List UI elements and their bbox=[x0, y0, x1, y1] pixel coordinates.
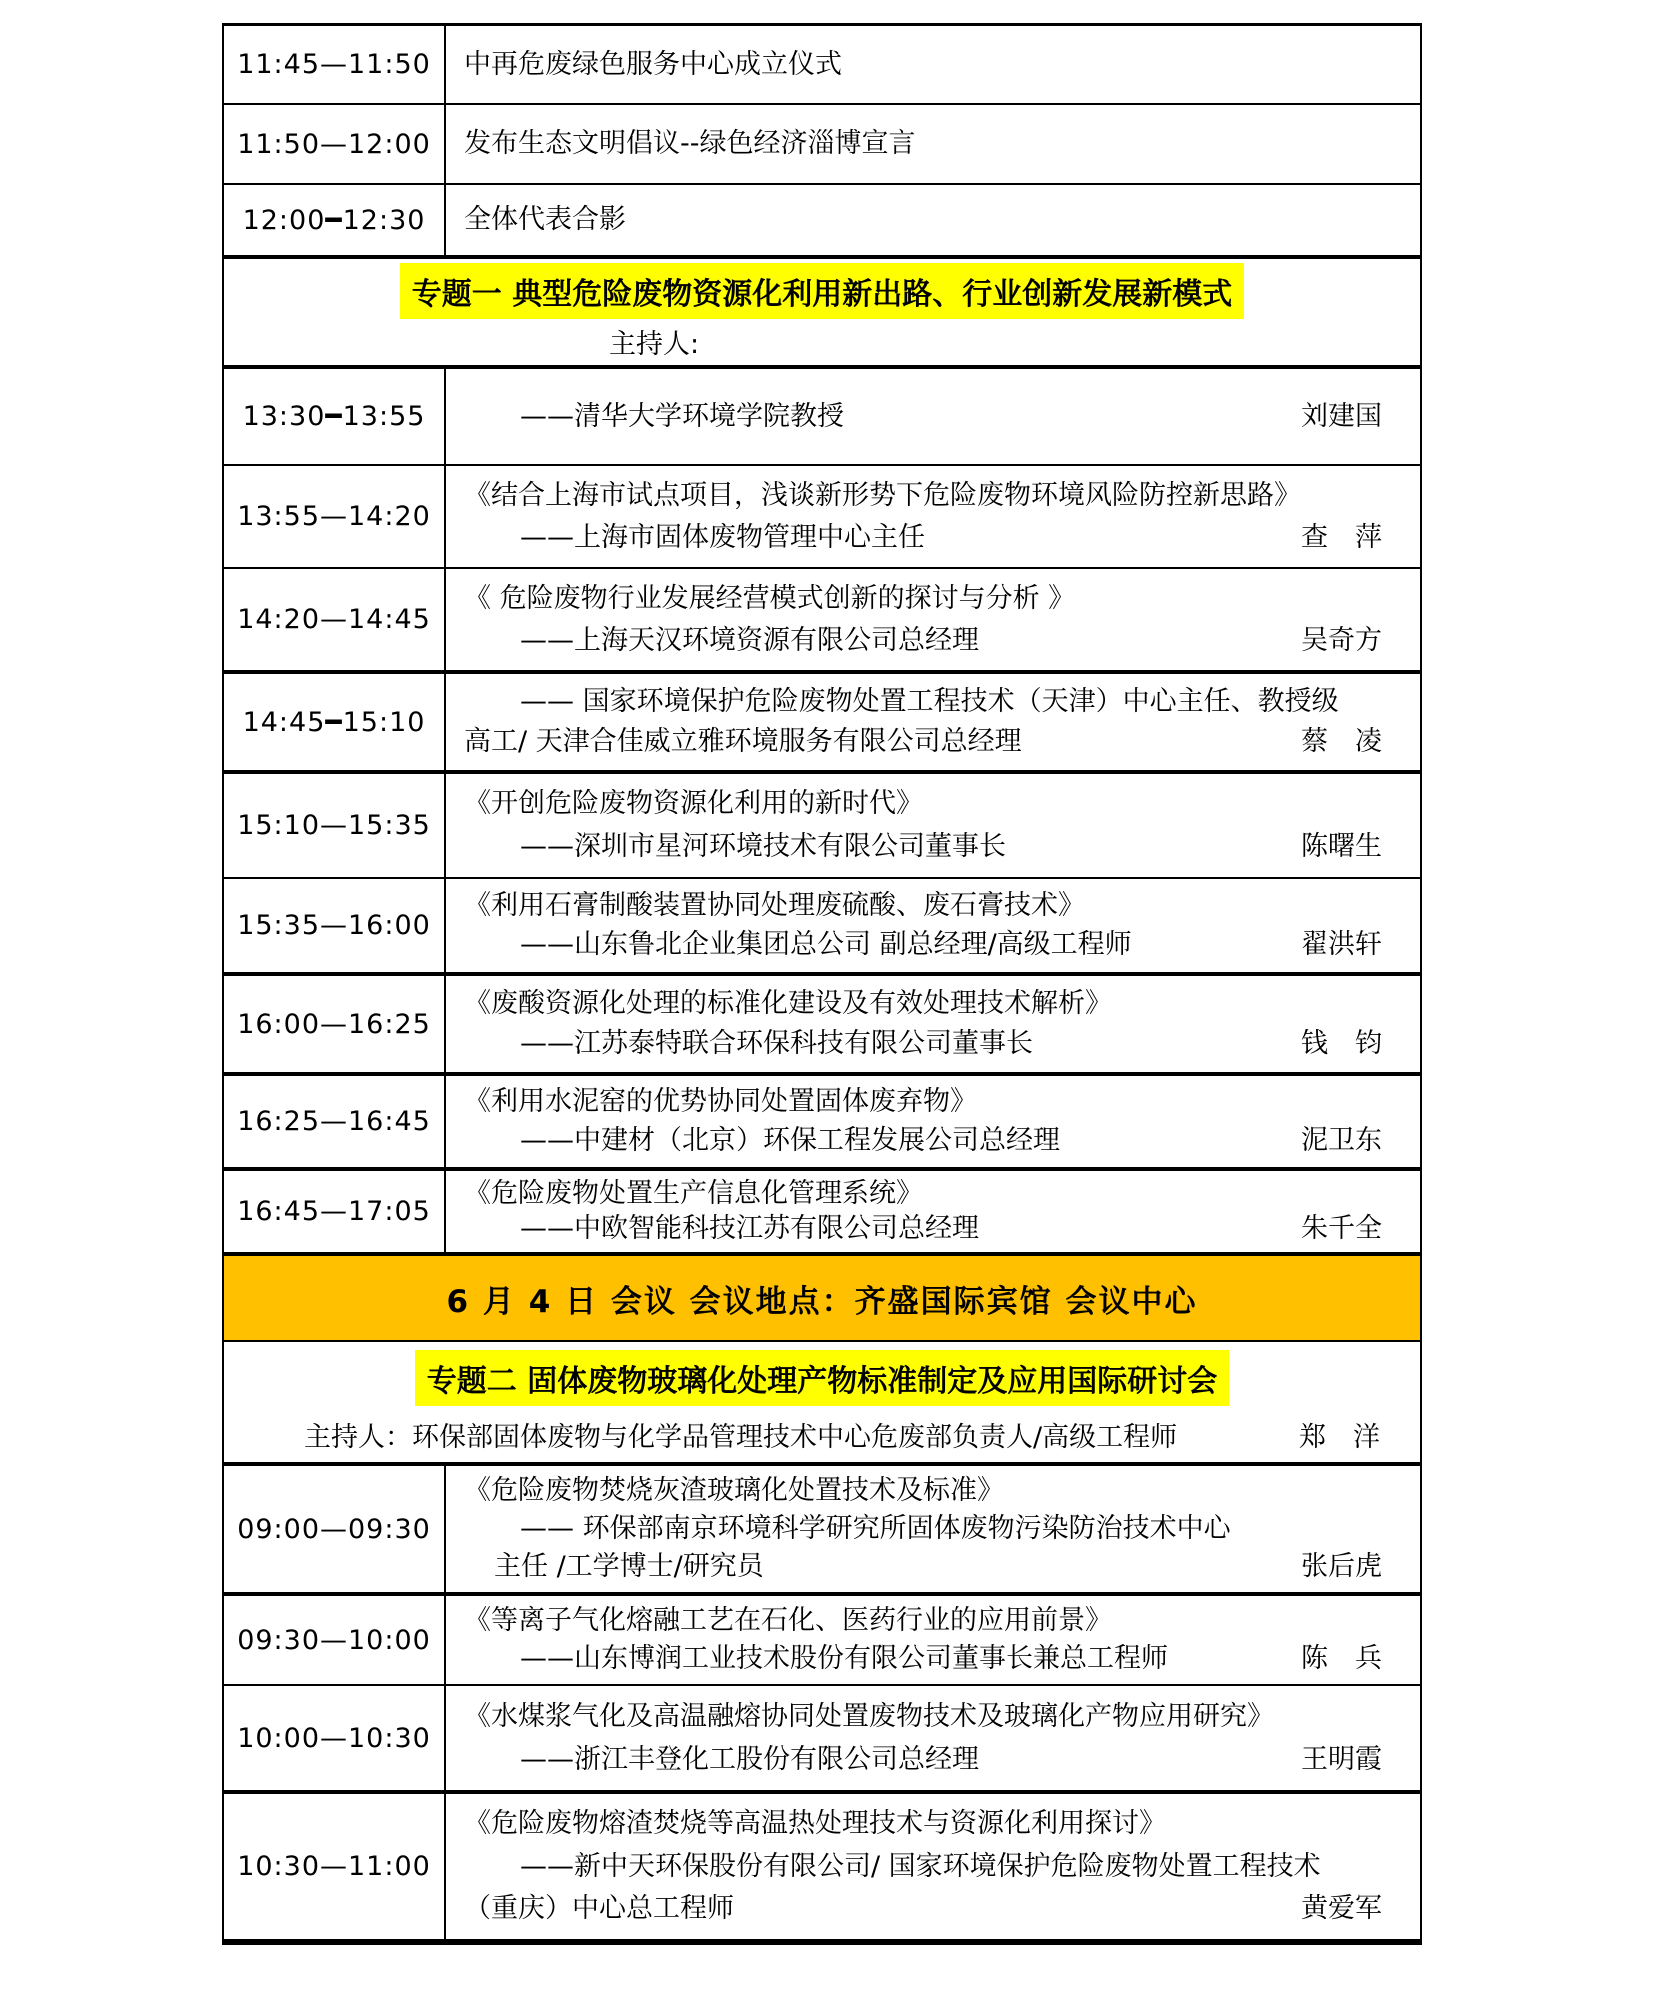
speaker-line bbox=[446, 725, 1420, 759]
speaker-affiliation: ——中欧智能科技江苏有限公司总经理 bbox=[520, 1213, 979, 1245]
speaker-affiliation: ——浙江丰登化工股份有限公司总经理 bbox=[520, 1743, 979, 1775]
time-cell: 09:30—10:00 bbox=[224, 1596, 446, 1684]
speaker-affiliation: 主任 /工学博士/研究员 bbox=[494, 1551, 764, 1583]
session-title: 全体代表合影 bbox=[464, 204, 626, 236]
table-row bbox=[224, 1466, 1420, 1596]
table-row bbox=[224, 1686, 1420, 1794]
table-row bbox=[224, 774, 1420, 879]
session-title: 《利用石膏制酸装置协同处理废硫酸、废石膏技术》 bbox=[464, 889, 1085, 921]
time-cell: 15:35—16:00 bbox=[224, 879, 446, 972]
time-cell: 10:30—11:00 bbox=[224, 1794, 446, 1939]
time-cell: 14:45━15:10 bbox=[224, 674, 446, 770]
speaker-name: 蔡 凌 bbox=[1301, 726, 1382, 758]
session-title: 《结合上海市试点项目，浅谈新形势下危险废物环境风险防控新思路》 bbox=[464, 479, 1301, 511]
speaker-name: 钱 钧 bbox=[1301, 1028, 1382, 1060]
time-cell: 12:00━12:30 bbox=[224, 185, 446, 255]
session-title: 发布生态文明倡议--绿色经济淄博宣言 bbox=[464, 128, 916, 160]
speaker-affiliation: （重庆）中心总工程师 bbox=[464, 1893, 734, 1925]
speaker-name: 刘建国 bbox=[1301, 400, 1382, 432]
speaker-affiliation: —— 国家环境保护危险废物处置工程技术（天津）中心主任、教授级 bbox=[520, 685, 1339, 717]
speaker-affiliation: —— 环保部南京环境科学研究所固体废物污染防治技术中心 bbox=[520, 1513, 1231, 1545]
speaker-name: 吴奇方 bbox=[1301, 624, 1382, 656]
speaker-name: 陈曙生 bbox=[1301, 831, 1382, 863]
speaker-affiliation: ——江苏泰特联合环保科技有限公司董事长 bbox=[520, 1028, 1033, 1060]
table-row bbox=[224, 1076, 1420, 1171]
session-title: 《水煤浆气化及高温融熔协同处置废物技术及玻璃化产物应用研究》 bbox=[464, 1700, 1274, 1732]
session-title: 《 危险废物行业发展经营模式创新的探讨与分析 》 bbox=[464, 582, 1076, 614]
speaker-line bbox=[446, 1027, 1420, 1061]
table-row bbox=[224, 105, 1420, 185]
topic2-host-name: 郑 洋 bbox=[1299, 1421, 1380, 1453]
speaker-affiliation: ——深圳市星河环境技术有限公司董事长 bbox=[520, 831, 1006, 863]
topic2-section bbox=[224, 1342, 1420, 1466]
table-row bbox=[224, 26, 1420, 105]
speaker-affiliation: ——中建材（北京）环保工程发展公司总经理 bbox=[520, 1125, 1060, 1157]
table-row bbox=[224, 879, 1420, 976]
topic2-host-label: 主持人：环保部固体废物与化学品管理技术中心危废部负责人/高级工程师 bbox=[304, 1421, 1178, 1453]
speaker-name: 张后虎 bbox=[1301, 1551, 1382, 1583]
topic2-title: 专题二 固体废物玻璃化处理产物标准制定及应用国际研讨会 bbox=[415, 1350, 1229, 1406]
speaker-line bbox=[446, 1212, 1420, 1246]
topic2-host-line bbox=[224, 1415, 1420, 1454]
agenda-table bbox=[222, 23, 1422, 1945]
topic1-host-label: 主持人: bbox=[609, 329, 700, 361]
speaker-name: 朱千全 bbox=[1301, 1213, 1382, 1245]
time-cell: 13:55—14:20 bbox=[224, 466, 446, 567]
topic1-title: 专题一 典型危险废物资源化利用新出路、行业创新发展新模式 bbox=[400, 263, 1244, 319]
table-row bbox=[224, 1596, 1420, 1686]
table-row bbox=[224, 185, 1420, 259]
speaker-affiliation: ——上海天汉环境资源有限公司总经理 bbox=[520, 624, 979, 656]
table-row bbox=[224, 369, 1420, 466]
time-cell: 13:30━13:55 bbox=[224, 369, 446, 464]
speaker-name: 查 萍 bbox=[1301, 521, 1382, 553]
speaker-name: 陈 兵 bbox=[1301, 1643, 1382, 1675]
session-title: 《危险废物熔渣焚烧等高温热处理技术与资源化利用探讨》 bbox=[464, 1807, 1166, 1839]
speaker-affiliation: ——清华大学环境学院教授 bbox=[520, 400, 844, 432]
time-cell: 11:45—11:50 bbox=[224, 26, 446, 103]
table-row bbox=[224, 674, 1420, 774]
session-title: 《危险废物焚烧灰渣玻璃化处置技术及标准》 bbox=[464, 1475, 1004, 1507]
speaker-name: 王明霞 bbox=[1301, 1743, 1382, 1775]
speaker-line bbox=[446, 624, 1420, 658]
speaker-line bbox=[446, 1892, 1420, 1926]
speaker-line bbox=[446, 830, 1420, 864]
time-cell: 15:10—15:35 bbox=[224, 774, 446, 877]
speaker-line bbox=[446, 1124, 1420, 1158]
time-cell: 16:00—16:25 bbox=[224, 976, 446, 1072]
speaker-line bbox=[446, 1550, 1420, 1584]
session-title: 《开创危险废物资源化利用的新时代》 bbox=[464, 788, 923, 820]
date-banner bbox=[224, 1256, 1420, 1342]
table-row bbox=[224, 1171, 1420, 1256]
time-cell: 09:00—09:30 bbox=[224, 1466, 446, 1592]
session-title: 《利用水泥窑的优势协同处置固体废弃物》 bbox=[464, 1086, 977, 1118]
speaker-affiliation: ——上海市固体废物管理中心主任 bbox=[520, 521, 925, 553]
speaker-affiliation: ——新中天环保股份有限公司/ 国家环境保护危险废物处置工程技术 bbox=[520, 1850, 1321, 1882]
time-cell: 11:50—12:00 bbox=[224, 105, 446, 183]
speaker-name: 泥卫东 bbox=[1301, 1125, 1382, 1157]
speaker-affiliation: ——山东鲁北企业集团总公司 副总经理/高级工程师 bbox=[520, 929, 1132, 961]
speaker-line bbox=[446, 521, 1420, 555]
speaker-affiliation: ——山东博润工业技术股份有限公司董事长兼总工程师 bbox=[520, 1643, 1168, 1675]
session-title: 中再危废绿色服务中心成立仪式 bbox=[464, 48, 842, 80]
speaker-line bbox=[446, 400, 1420, 434]
time-cell: 16:45—17:05 bbox=[224, 1171, 446, 1252]
time-cell: 16:25—16:45 bbox=[224, 1076, 446, 1167]
speaker-line bbox=[446, 1743, 1420, 1777]
speaker-affiliation: 高工/ 天津合佳威立雅环境服务有限公司总经理 bbox=[464, 726, 1022, 758]
table-row bbox=[224, 569, 1420, 674]
session-title: 《等离子气化熔融工艺在石化、医药行业的应用前景》 bbox=[464, 1605, 1112, 1637]
table-row bbox=[224, 976, 1420, 1076]
date-banner-text: 6 月 4 日 会议 会议地点：齐盛国际宾馆 会议中心 bbox=[446, 1283, 1198, 1320]
time-cell: 14:20—14:45 bbox=[224, 569, 446, 670]
session-title: 《危险废物处置生产信息化管理系统》 bbox=[464, 1177, 923, 1209]
topic1-section bbox=[224, 259, 1420, 369]
speaker-name: 翟洪轩 bbox=[1301, 929, 1382, 961]
speaker-name: 黄爱军 bbox=[1301, 1893, 1382, 1925]
speaker-line bbox=[446, 1642, 1420, 1676]
session-title: 《废酸资源化处理的标准化建设及有效处理技术解析》 bbox=[464, 987, 1112, 1019]
time-cell: 10:00—10:30 bbox=[224, 1686, 446, 1790]
table-row bbox=[224, 466, 1420, 569]
speaker-line bbox=[446, 928, 1420, 962]
table-row bbox=[224, 1794, 1420, 1939]
